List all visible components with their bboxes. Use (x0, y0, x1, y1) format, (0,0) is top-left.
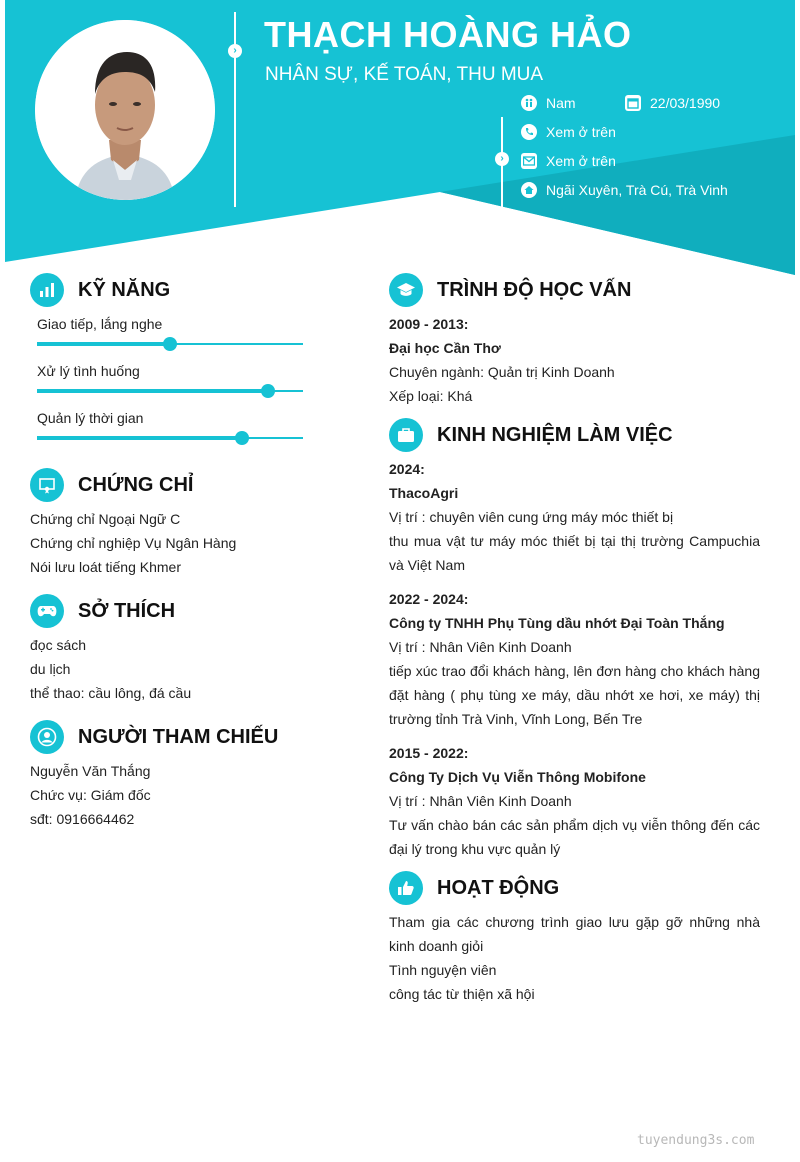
job-company: Công Ty Dịch Vụ Viễn Thông Mobifone (389, 769, 646, 785)
certificates-section-header (30, 468, 193, 502)
hobbies-section-header (30, 594, 175, 628)
job-description: tiếp xúc trao đổi khách hàng, lên đơn hàng cho khách hàng đặt hàng ( phụ tùng xe máy, dầu nhớt xe hơi, xe máy) thị trường tỉnh Trà Vinh, Vĩnh Long, Bến Tre (389, 663, 760, 727)
activities-heading: HOẠT ĐỘNG (437, 876, 560, 899)
job-period: 2024: (389, 461, 425, 477)
skill-bar (37, 437, 303, 439)
calendar-icon (625, 95, 641, 111)
phone-info (521, 124, 616, 140)
briefcase-icon (389, 418, 423, 452)
skill-bar-fill (37, 389, 268, 393)
birthday-text: 22/03/1990 (650, 95, 721, 111)
mail-icon (521, 153, 537, 169)
gamepad-icon (30, 594, 64, 628)
education-grade: Xếp loại: Khá (389, 388, 473, 404)
reference-heading: NGƯỜI THAM CHIẾU (78, 725, 279, 748)
bar-chart-icon (30, 273, 64, 307)
activity-item: Tham gia các chương trình giao lưu gặp gỡ những nhà kinh doanh giỏi (389, 914, 760, 954)
skill-bar-fill (37, 436, 242, 440)
reference-name: Nguyễn Văn Thắng (30, 763, 151, 779)
address-info (521, 182, 728, 198)
skill-bar (37, 343, 303, 345)
certificate-item: Nói lưu loát tiếng Khmer (30, 559, 181, 575)
candidate-name: THẠCH HOÀNG HẢO (264, 14, 632, 55)
activity-item: công tác từ thiện xã hội (389, 986, 535, 1002)
address-text: Ngãi Xuyên, Trà Cú, Trà Vinh (546, 182, 728, 198)
certificate-item: Chứng chỉ nghiệp Vụ Ngân Hàng (30, 535, 237, 551)
experience-heading: KINH NGHIỆM LÀM VIỆC (437, 423, 673, 446)
gender-text: Nam (546, 95, 576, 111)
education-heading: TRÌNH ĐỘ HỌC VẤN (437, 278, 632, 301)
email-info (521, 153, 616, 169)
chevron-right-icon: › (228, 44, 242, 58)
skill-level-knob (163, 337, 177, 351)
skills-section-header (30, 273, 170, 307)
job-period: 2022 - 2024: (389, 591, 469, 607)
education-school: Đại học Cần Thơ (389, 340, 501, 356)
education-major: Chuyên ngành: Quản trị Kinh Doanh (389, 364, 615, 380)
reference-phone: sđt: 0916664462 (30, 811, 135, 827)
skill-label: Giao tiếp, lắng nghe (37, 316, 163, 332)
experience-section-header (389, 418, 673, 452)
skills-heading: KỸ NĂNG (78, 278, 171, 301)
education-period: 2009 - 2013: (389, 316, 469, 332)
gender-icon (521, 95, 537, 111)
certificates-heading: CHỨNG CHỈ (78, 473, 194, 496)
job-company: Công ty TNHH Phụ Tùng dầu nhớt Đại Toàn Thắng (389, 615, 725, 631)
reference-section-header (30, 720, 278, 754)
hobbies-heading: SỞ THÍCH (78, 599, 176, 622)
chevron-right-icon: › (495, 152, 509, 166)
education-section-header (389, 273, 631, 307)
birthday-info (625, 95, 720, 111)
skill-bar-fill (37, 342, 170, 346)
certificate-item: Chứng chỉ Ngoại Ngữ C (30, 511, 181, 527)
certificate-icon (30, 468, 64, 502)
header-divider (234, 12, 236, 207)
phone-text: Xem ở trên (546, 124, 616, 140)
email-text: Xem ở trên (546, 153, 616, 169)
phone-icon (521, 124, 537, 140)
activity-item: Tình nguyện viên (389, 962, 497, 978)
watermark-text: tuyendung3s.com (637, 1133, 755, 1148)
hobby-item: thể thao: cầu lông, đá cầu (30, 685, 192, 701)
job-period: 2015 - 2022: (389, 745, 469, 761)
skill-level-knob (235, 431, 249, 445)
skill-label: Quản lý thời gian (37, 410, 144, 426)
job-position: Vị trí : chuyên viên cung ứng máy móc thiết bị (389, 509, 674, 525)
job-description: thu mua vật tư máy móc thiết bị tại thị trường Campuchia và Việt Nam (389, 533, 760, 573)
user-icon (30, 720, 64, 754)
gender-info (521, 95, 576, 111)
reference-position: Chức vụ: Giám đốc (30, 787, 151, 803)
hobby-item: đọc sách (30, 637, 87, 653)
job-description: Tư vấn chào bán các sản phẩm dịch vụ viễn thông đến các đại lý trong khu vực quản lý (389, 817, 760, 857)
thumbs-up-icon (389, 871, 423, 905)
hobby-item: du lịch (30, 661, 71, 677)
skill-level-knob (261, 384, 275, 398)
job-position: Vị trí : Nhân Viên Kinh Doanh (389, 793, 572, 809)
job-company: ThacoAgri (389, 485, 459, 501)
profile-photo (35, 20, 215, 200)
graduation-cap-icon (389, 273, 423, 307)
home-icon (521, 182, 537, 198)
skill-bar (37, 390, 303, 392)
candidate-title: NHÂN SỰ, KẾ TOÁN, THU MUA (265, 64, 544, 85)
skill-label: Xử lý tình huống (37, 363, 140, 379)
activities-section-header (389, 871, 559, 905)
job-position: Vị trí : Nhân Viên Kinh Doanh (389, 639, 572, 655)
